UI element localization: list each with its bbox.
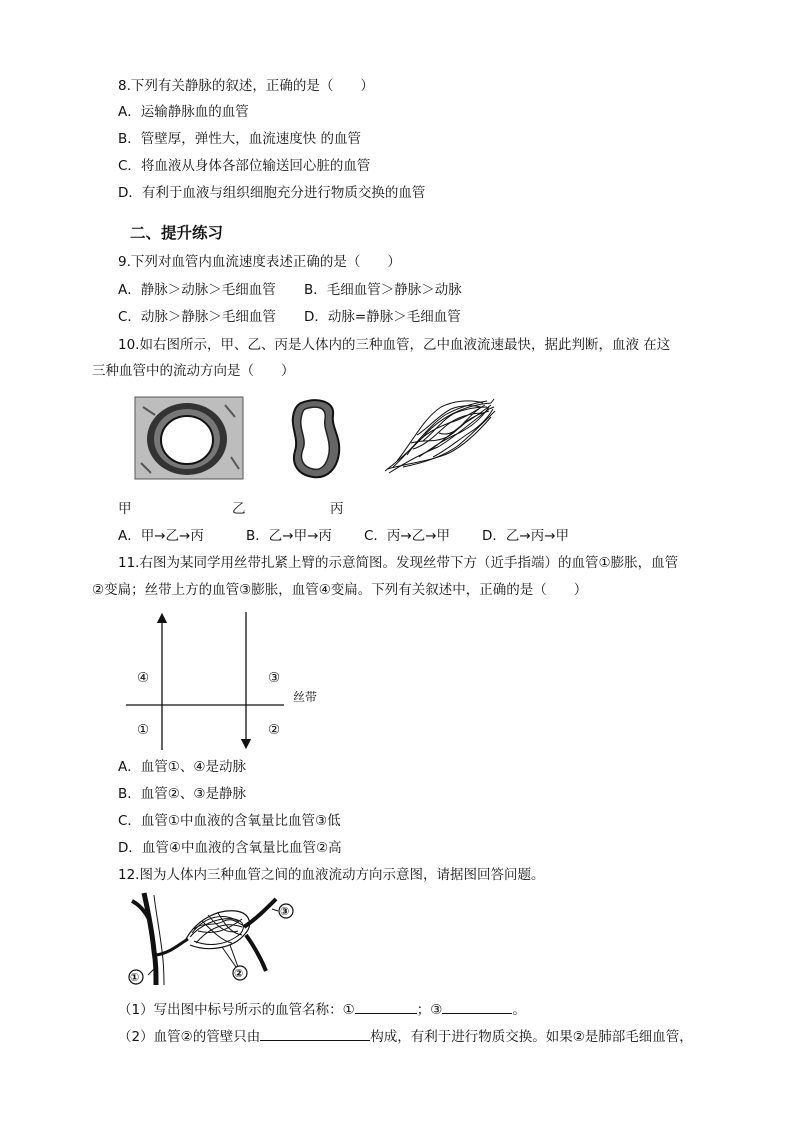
q12-sub2-suffix: 构成，有利于进行物质交换。如果②是肺部毛细血管， — [370, 1029, 693, 1045]
answer-blank-1[interactable] — [355, 999, 417, 1014]
q10-label-jia: 甲 — [118, 501, 132, 517]
q12-label-1: ① — [130, 971, 140, 984]
q10-stem-line2: 三种血管中的流动方向是（ ） — [92, 363, 295, 379]
q8-option-c: C．将血液从身体各部位输送回心脏的血管 — [118, 158, 371, 174]
q12-sub2-prefix: （2）血管②的管壁只由 — [118, 1029, 261, 1045]
q9-option-a: A．静脉＞动脉＞毛细血管 — [118, 282, 276, 298]
q11-label-2: ② — [268, 722, 281, 738]
q12-sub1-end: 。 — [512, 1002, 526, 1018]
q10-stem-line1: 10.如右图所示，甲、乙、丙是人体内的三种血管，乙中血液流速最快，据此判断，血液 在这 — [118, 337, 671, 353]
q12-stem: 12.图为人体内三种血管之间的血液流动方向示意图，请据图回答问题。 — [118, 867, 545, 883]
q12-sub2 — [118, 1026, 693, 1046]
blood-flow-figure — [126, 891, 296, 987]
artery-cross-section-figure — [135, 397, 243, 479]
section-title: 二、提升练习 — [130, 224, 224, 242]
q11-option-a: A．血管①、④是动脉 — [118, 759, 246, 775]
q10-option-a: A．甲→乙→丙 — [118, 528, 204, 544]
q12-sub1-prefix: （1）写出图中标号所示的血管名称：① — [118, 1002, 355, 1018]
q12-sub1-middle: ；③ — [416, 1002, 443, 1018]
q11-label-1: ① — [137, 722, 150, 738]
q11-stem-line2: ②变扁；丝带上方的血管③膨胀，血管④变扁。下列有关叙述中，正确的是（ ） — [92, 582, 588, 598]
q11-label-ribbon: 丝带 — [293, 690, 318, 704]
capillary-network-figure — [383, 397, 495, 475]
q11-label-3: ③ — [268, 670, 281, 686]
q8-option-b: B．管壁厚，弹性大，血流速度快 的血管 — [118, 131, 362, 147]
q10-option-b: B．乙→甲→丙 — [246, 528, 332, 544]
q8-option-a: A．运输静脉血的血管 — [118, 104, 249, 120]
q8-option-d: D．有利于血液与组织细胞充分进行物质交换的血管 — [118, 185, 426, 201]
q11-label-4: ④ — [137, 670, 150, 686]
q10-option-d: D．乙→丙→甲 — [482, 528, 570, 544]
q9-option-c: C．动脉＞静脉＞毛细血管 — [118, 309, 276, 325]
q9-option-d: D．动脉=静脉＞毛细血管 — [304, 309, 461, 325]
q10-label-bing: 丙 — [330, 501, 344, 517]
q10-option-c: C．丙→乙→甲 — [364, 528, 451, 544]
q12-sub1 — [118, 999, 526, 1019]
q8-stem: 8.下列有关静脉的叙述，正确的是（ ） — [118, 78, 374, 94]
q10-label-yi: 乙 — [232, 501, 246, 517]
q12-label-2: ② — [234, 967, 244, 980]
q11-option-c: C．血管①中血液的含氧量比血管③低 — [118, 813, 341, 829]
q9-stem: 9.下列对血管内血流速度表述正确的是（ ） — [118, 254, 401, 270]
q12-label-3: ③ — [280, 905, 290, 918]
q9-option-b: B．毛细血管＞静脉＞动脉 — [304, 282, 462, 298]
q11-stem-line1: 11.右图为某同学用丝带扎紧上臂的示意简图。发现丝带下方（近手指端）的血管①膨胀，血管 — [118, 555, 679, 571]
q11-option-d: D．血管④中血液的含氧量比血管②高 — [118, 840, 342, 856]
vein-cross-section-figure — [287, 397, 345, 481]
answer-blank-3[interactable] — [442, 999, 512, 1014]
answer-blank-wall[interactable] — [260, 1026, 370, 1041]
q11-option-b: B．血管②、③是静脉 — [118, 786, 246, 802]
